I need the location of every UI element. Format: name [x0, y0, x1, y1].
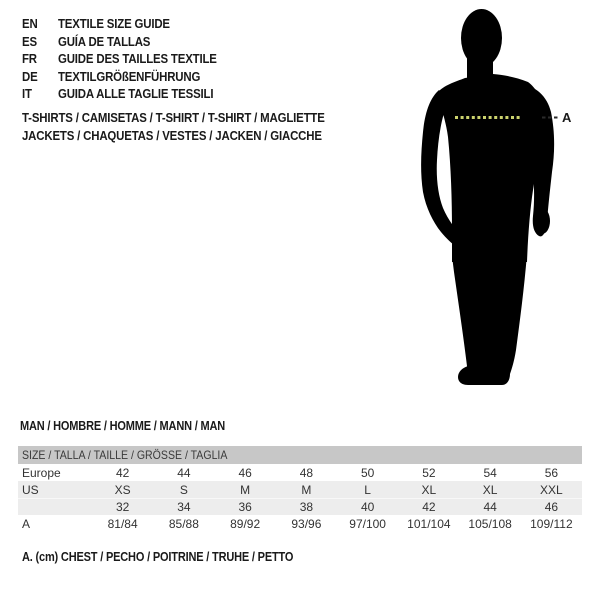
size-value: 109/112: [530, 516, 573, 531]
size-value: L: [364, 482, 371, 497]
size-value: 42: [422, 500, 436, 514]
size-value: 105/108: [468, 516, 512, 531]
table-row-us: [18, 481, 582, 498]
section-title-man: [20, 417, 253, 434]
size-value: 44: [177, 465, 191, 480]
size-value: 46: [544, 500, 559, 514]
size-value: 36: [238, 500, 252, 514]
category-line-text: JACKETS / CHAQUETAS / VESTES / JACKEN / GIACCHE: [22, 127, 322, 143]
row-label: A: [22, 516, 31, 531]
language-code: [22, 86, 58, 101]
language-code-text: ES: [22, 33, 37, 49]
size-value: 81/84: [107, 516, 138, 531]
table-row-size-numeric: [18, 498, 582, 515]
language-title: [58, 51, 238, 66]
language-code: [22, 16, 58, 31]
language-title: [58, 86, 235, 101]
language-title: [58, 34, 163, 49]
language-code: [22, 34, 58, 49]
size-table: [18, 446, 582, 532]
size-value: 38: [299, 500, 314, 514]
measurement-footnote-text: A. (cm) CHEST / PECHO / POITRINE / TRUHE / PETTO: [22, 549, 294, 564]
size-value: 56: [544, 465, 559, 480]
language-row-it: [22, 85, 238, 103]
size-table-header-text: SIZE / TALLA / TAILLE / GRÖSSE / TAGLIA: [22, 448, 228, 462]
language-code-text: FR: [22, 51, 37, 67]
row-label: Europe: [22, 465, 61, 480]
category-titles: [22, 108, 366, 144]
measurement-footnote: [22, 548, 330, 565]
size-value: M: [301, 482, 312, 497]
language-title-text: GUIDA ALLE TAGLIE TESSILI: [58, 86, 214, 102]
table-row-europe: [18, 464, 582, 481]
language-title-text: GUÍA DE TALLAS: [58, 33, 151, 49]
language-code-text: DE: [22, 68, 38, 84]
section-title-text: MAN / HOMBRE / HOMME / MANN / MAN: [20, 418, 226, 433]
language-list: [22, 15, 238, 103]
size-value: 34: [177, 500, 191, 514]
size-value: S: [179, 482, 188, 497]
category-line-tshirts: [22, 108, 366, 126]
size-value: 46: [238, 465, 252, 480]
measure-label-a: A: [562, 110, 572, 125]
size-value: 93/96: [291, 516, 322, 531]
size-value: 52: [422, 465, 436, 480]
language-title: [58, 16, 185, 31]
size-value: 44: [483, 500, 497, 514]
language-title-text: TEXTILE SIZE GUIDE: [58, 16, 170, 32]
category-line-text: T-SHIRTS / CAMISETAS / T-SHIRT / T-SHIRT / MAGLIETTE: [22, 109, 325, 125]
category-line-jackets: [22, 126, 366, 144]
size-value: M: [240, 482, 251, 497]
silhouette-right-hand: [534, 208, 550, 234]
size-value: XXL: [540, 482, 563, 497]
size-value: 89/92: [230, 516, 261, 531]
language-title-text: GUIDE DES TAILLES TEXTILE: [58, 51, 217, 67]
size-value: 97/100: [349, 516, 386, 531]
size-value: 54: [483, 465, 497, 480]
size-value: 40: [360, 500, 375, 514]
language-code: [22, 51, 58, 66]
row-label: US: [22, 482, 39, 497]
language-title: [58, 69, 220, 84]
size-value: 48: [299, 465, 314, 480]
size-value: 42: [115, 465, 130, 480]
size-value: 101/104: [407, 516, 451, 531]
size-value: XL: [421, 482, 437, 497]
language-row-es: [22, 33, 238, 51]
size-value: 50: [360, 465, 375, 480]
language-code: [22, 69, 58, 84]
language-row-de: [22, 68, 238, 86]
man-silhouette-figure: [400, 0, 600, 400]
language-code-text: IT: [22, 86, 32, 102]
silhouette-shoe: [458, 366, 510, 385]
size-table-header: [18, 446, 582, 464]
language-row-fr: [22, 50, 238, 68]
size-value: 85/88: [168, 516, 199, 531]
size-value: XL: [482, 482, 498, 497]
language-row-en: [22, 15, 238, 33]
silhouette-legs: [452, 254, 527, 374]
size-value: XS: [114, 482, 131, 497]
language-code-text: EN: [22, 16, 38, 32]
table-row-chest-a: [18, 515, 582, 532]
language-title-text: TEXTILGRÖßENFÜHRUNG: [58, 68, 201, 84]
size-value: 32: [115, 500, 130, 514]
